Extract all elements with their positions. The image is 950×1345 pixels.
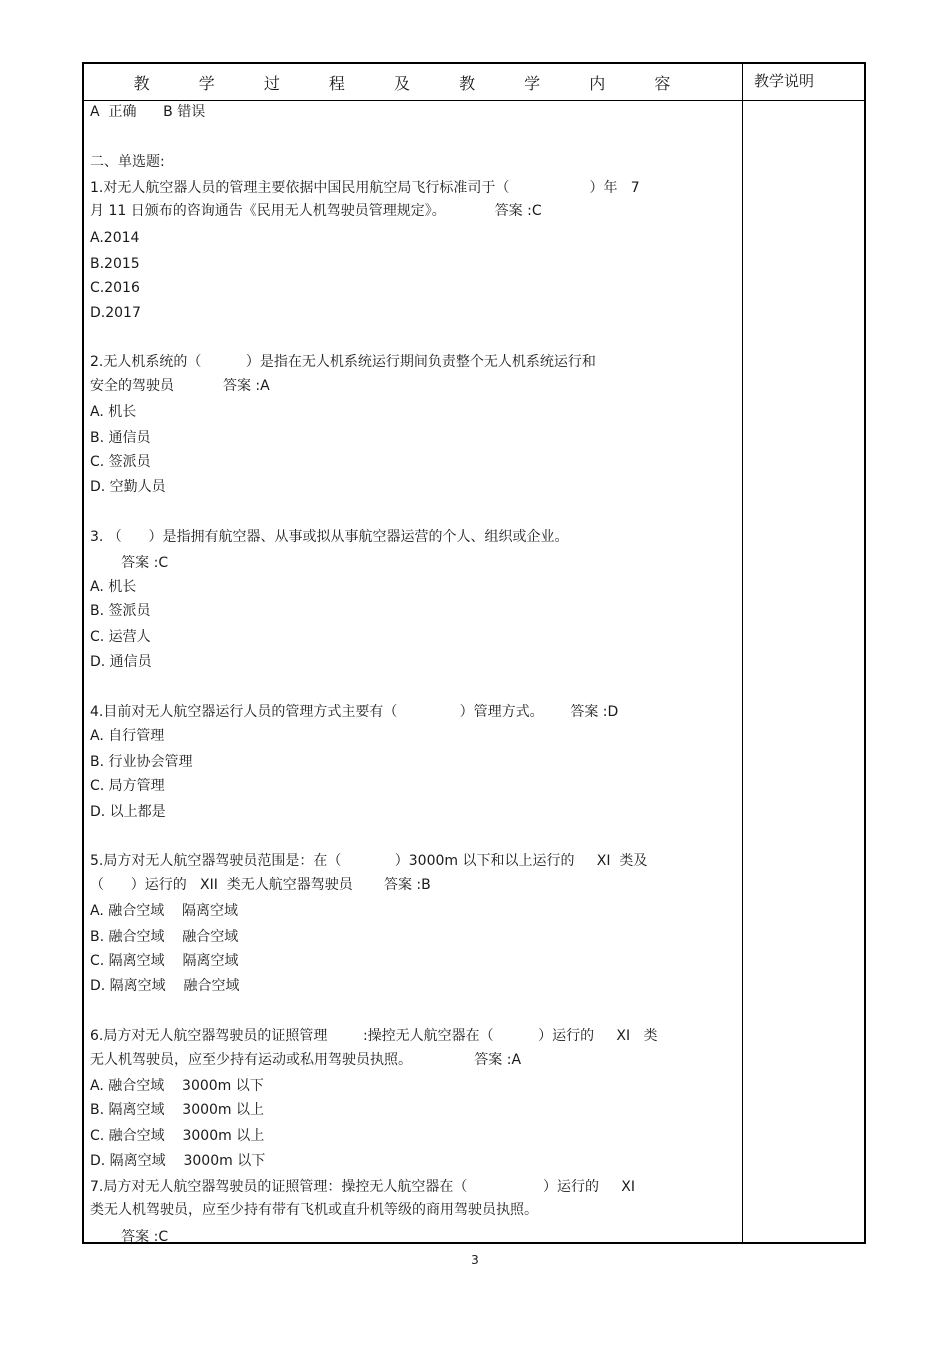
- option-line: B. 行业协会管理: [90, 754, 193, 770]
- option-line: A.2014: [90, 230, 140, 246]
- option-line: A. 融合空域 3000m 以下: [90, 1078, 264, 1094]
- option-line: D.2017: [90, 305, 141, 321]
- option-line: C. 运营人: [90, 629, 151, 645]
- option-line: D. 隔离空域 3000m 以下: [90, 1153, 266, 1169]
- section-heading: 二、单选题:: [90, 154, 165, 170]
- option-line: A. 机长: [90, 404, 137, 420]
- option-line: B.2015: [90, 256, 140, 272]
- option-line: C. 隔离空域 隔离空域: [90, 953, 239, 969]
- page-number: 3: [471, 1253, 479, 1267]
- question-line: 2.无人机系统的（ ）是指在无人机系统运行期间负责整个无人机系统运行和: [90, 354, 596, 370]
- option-line: C. 融合空域 3000m 以上: [90, 1128, 265, 1144]
- option-line: D. 隔离空域 融合空域: [90, 978, 240, 994]
- header-divider: [82, 100, 866, 101]
- option-line: B. 通信员: [90, 430, 151, 446]
- question-line: 4.目前对无人航空器运行人员的管理方式主要有（ ）管理方式。 答案 :D: [90, 704, 619, 720]
- option-line: A. 自行管理: [90, 728, 165, 744]
- option-line: A. 融合空域 隔离空域: [90, 903, 239, 919]
- question-line: 6.局方对无人航空器驾驶员的证照管理 :操控无人航空器在（ ）运行的 XI 类: [90, 1028, 658, 1044]
- table-header-notes: 教学说明: [754, 72, 815, 90]
- option-line: D. 通信员: [90, 654, 152, 670]
- option-line: B. 隔离空域 3000m 以上: [90, 1102, 265, 1118]
- option-line: D. 空勤人员: [90, 479, 166, 495]
- answer-line: 答案 :C: [90, 1229, 169, 1245]
- option-line: C. 签派员: [90, 454, 151, 470]
- question-line: 安全的驾驶员 答案 :A: [90, 378, 270, 394]
- question-line: 7.局方对无人航空器驾驶员的证照管理：操控无人航空器在（ ）运行的 XI: [90, 1179, 635, 1195]
- question-line: 答案 :C: [90, 555, 169, 571]
- option-line: B. 融合空域 融合空域: [90, 929, 239, 945]
- question-line: 3. （ ）是指拥有航空器、从事或拟从事航空器运营的个人、组织或企业。: [90, 529, 569, 545]
- table-header-content: 教 学 过 程 及 教 学 内 容: [133, 73, 693, 93]
- option-line: D. 以上都是: [90, 804, 166, 820]
- question-line: 5.局方对无人航空器驾驶员范围是：在（ ）3000m 以下和以上运行的 XI 类及: [90, 853, 648, 869]
- question-line: （ ）运行的 XII 类无人航空器驾驶员 答案 :B: [90, 877, 431, 893]
- option-line: C. 局方管理: [90, 778, 165, 794]
- text-line: A 正确 B 错误: [90, 104, 206, 120]
- question-line: 1.对无人航空器人员的管理主要依据中国民用航空局飞行标准司于（ ）年 7: [90, 180, 640, 196]
- question-line: 无人机驾驶员，应至少持有运动或私用驾驶员执照。 答案 :A: [90, 1052, 522, 1068]
- option-line: A. 机长: [90, 579, 137, 595]
- column-divider: [742, 62, 743, 1244]
- option-line: C.2016: [90, 280, 140, 296]
- question-line: 类无人机驾驶员，应至少持有带有飞机或直升机等级的商用驾驶员执照。: [90, 1202, 538, 1218]
- option-line: B. 签派员: [90, 603, 151, 619]
- question-line: 月 11 日颁布的咨询通告《民用无人机驾驶员管理规定》。 答案 :C: [90, 203, 542, 219]
